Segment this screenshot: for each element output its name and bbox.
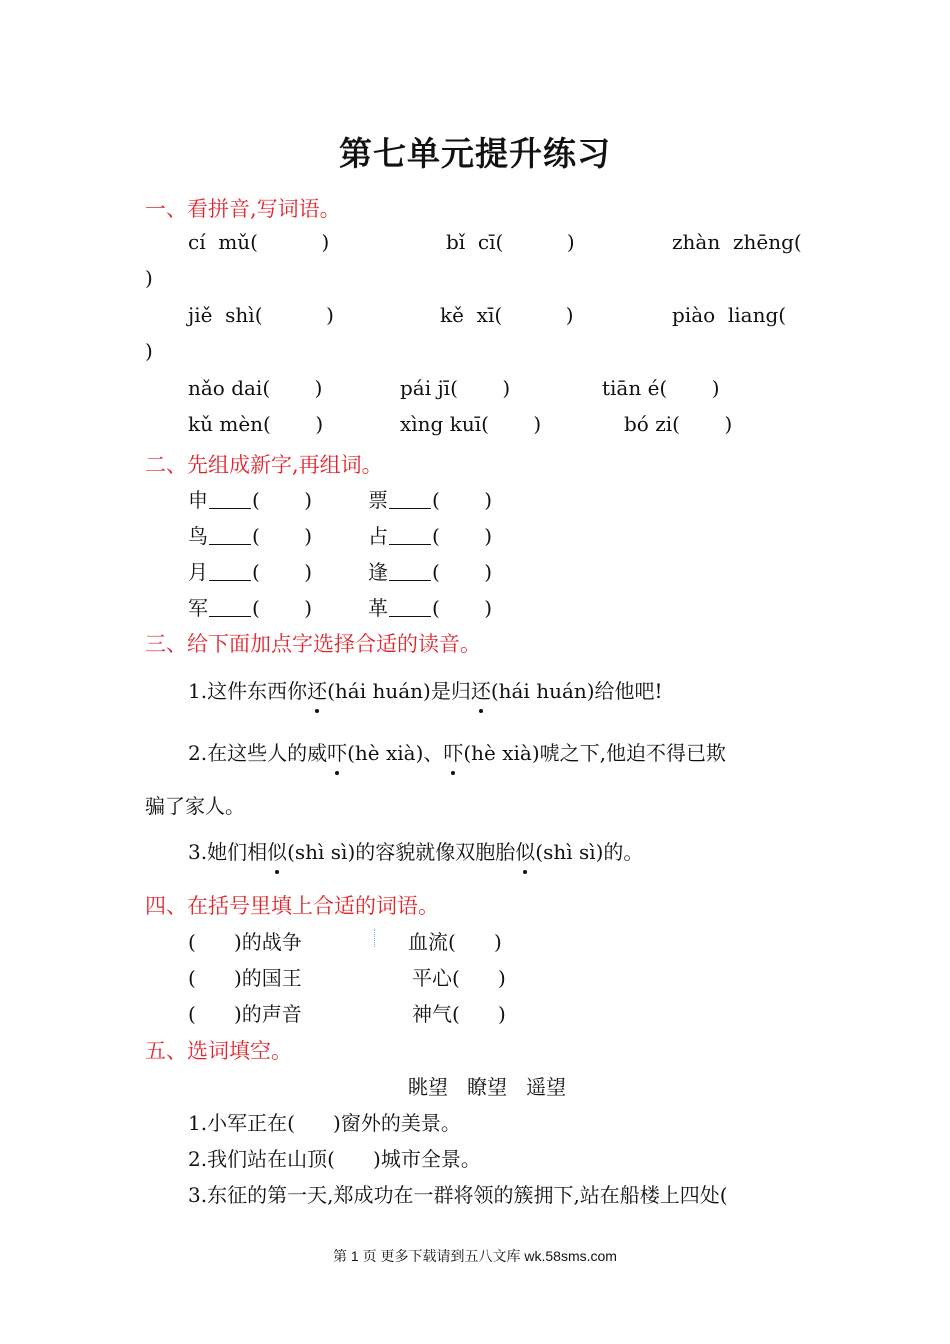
char: 月 <box>188 560 208 584</box>
section-heading-3: 三、给下面加点字选择合适的读音。 <box>145 632 481 656</box>
paren: ( ) <box>252 524 313 548</box>
text: 3.她们相 <box>188 840 268 864</box>
section-heading-5: 五、选词填空。 <box>145 1039 292 1063</box>
char-row <box>368 520 492 549</box>
dotted-char: 似 <box>515 836 535 865</box>
fill-blank <box>209 526 251 545</box>
text: 2.在这些人的威 <box>188 741 328 765</box>
dotted-char: 还 <box>471 675 491 704</box>
char: 票 <box>368 488 388 512</box>
fill-blank <box>209 562 251 581</box>
pinyin-wrap: ) <box>145 266 153 290</box>
pinyin-item: kě xī( ) <box>440 303 574 327</box>
char-row <box>368 556 492 585</box>
char: 占 <box>368 524 388 548</box>
page-footer: 第 1 页 更多下载请到五八文库 wk.58sms.com <box>333 1248 617 1264</box>
paren: ( ) <box>252 488 313 512</box>
char: 革 <box>368 596 388 620</box>
phrase-left: ( )的战争 <box>188 930 302 954</box>
fill-question: 2.我们站在山顶( )城市全景。 <box>188 1147 481 1171</box>
dotted-char: 吓 <box>327 737 347 766</box>
dotted-char: 吓 <box>443 737 463 766</box>
pinyin-item: piào liang( <box>672 303 787 327</box>
pinyin-item: nǎo dai( ) <box>188 376 323 400</box>
text: 1.这件东西你 <box>188 679 308 703</box>
fill-blank <box>389 490 431 509</box>
word-choices: 眺望 瞭望 遥望 <box>408 1075 567 1099</box>
fill-blank <box>209 598 251 617</box>
section-heading-2: 二、先组成新字,再组词。 <box>145 453 383 477</box>
char: 鸟 <box>188 524 208 548</box>
fill-blank <box>209 490 251 509</box>
text: (hái huán)给他吧! <box>490 679 663 703</box>
pinyin-item: bó zi( ) <box>624 412 733 436</box>
text: (hái huán)是归 <box>327 679 471 703</box>
pinyin-item: xìng kuī( ) <box>400 412 542 436</box>
paren: ( ) <box>252 560 313 584</box>
char: 军 <box>188 596 208 620</box>
phrase-right: 神气( ) <box>412 1002 506 1026</box>
section-heading-4: 四、在括号里填上合适的词语。 <box>145 894 439 918</box>
section-heading-1: 一、看拼音,写词语。 <box>145 197 341 221</box>
paren: ( ) <box>252 596 313 620</box>
pinyin-item: cí mǔ( ) <box>188 230 330 254</box>
char-row <box>188 520 312 549</box>
fill-question: 1.小军正在( )窗外的美景。 <box>188 1111 461 1135</box>
char-row <box>188 556 312 585</box>
divider-mark <box>374 929 375 947</box>
paren: ( ) <box>432 596 493 620</box>
char: 申 <box>188 488 208 512</box>
fill-blank <box>389 562 431 581</box>
pinyin-wrap: ) <box>145 339 153 363</box>
pinyin-item: kǔ mèn( ) <box>188 412 324 436</box>
char-row <box>368 592 492 621</box>
pinyin-item: bǐ cī( ) <box>446 230 575 254</box>
phrase-left: ( )的声音 <box>188 1002 302 1026</box>
pinyin-item: pái jī( ) <box>400 376 511 400</box>
pinyin-item: zhàn zhēng( <box>672 230 802 254</box>
page-title: 第七单元提升练习 <box>339 134 611 173</box>
paren: ( ) <box>432 524 493 548</box>
question-3 <box>188 836 643 865</box>
paren: ( ) <box>432 488 493 512</box>
char: 逢 <box>368 560 388 584</box>
phrase-left: ( )的国王 <box>188 966 302 990</box>
question-2-wrap: 骗了家人。 <box>145 794 245 818</box>
text: (shì sì)的容貌就像双胞胎 <box>287 840 516 864</box>
dotted-char: 还 <box>307 675 327 704</box>
question-2 <box>188 737 726 766</box>
char-row <box>188 592 312 621</box>
fill-blank <box>389 526 431 545</box>
dotted-char: 似 <box>267 836 287 865</box>
text: (hè xià)唬之下,他迫不得已欺 <box>463 741 727 765</box>
text: (hè xià)、 <box>347 741 444 765</box>
char-row <box>188 484 312 513</box>
phrase-right: 血流( ) <box>408 930 502 954</box>
phrase-right: 平心( ) <box>412 966 506 990</box>
fill-blank <box>389 598 431 617</box>
paren: ( ) <box>432 560 493 584</box>
pinyin-item: tiān é( ) <box>602 376 720 400</box>
char-row <box>368 484 492 513</box>
pinyin-item: jiě shì( ) <box>188 303 334 327</box>
question-1 <box>188 675 663 704</box>
text: (shì sì)的。 <box>535 840 644 864</box>
fill-question: 3.东征的第一天,郑成功在一群将领的簇拥下,站在船楼上四处( <box>188 1183 728 1207</box>
